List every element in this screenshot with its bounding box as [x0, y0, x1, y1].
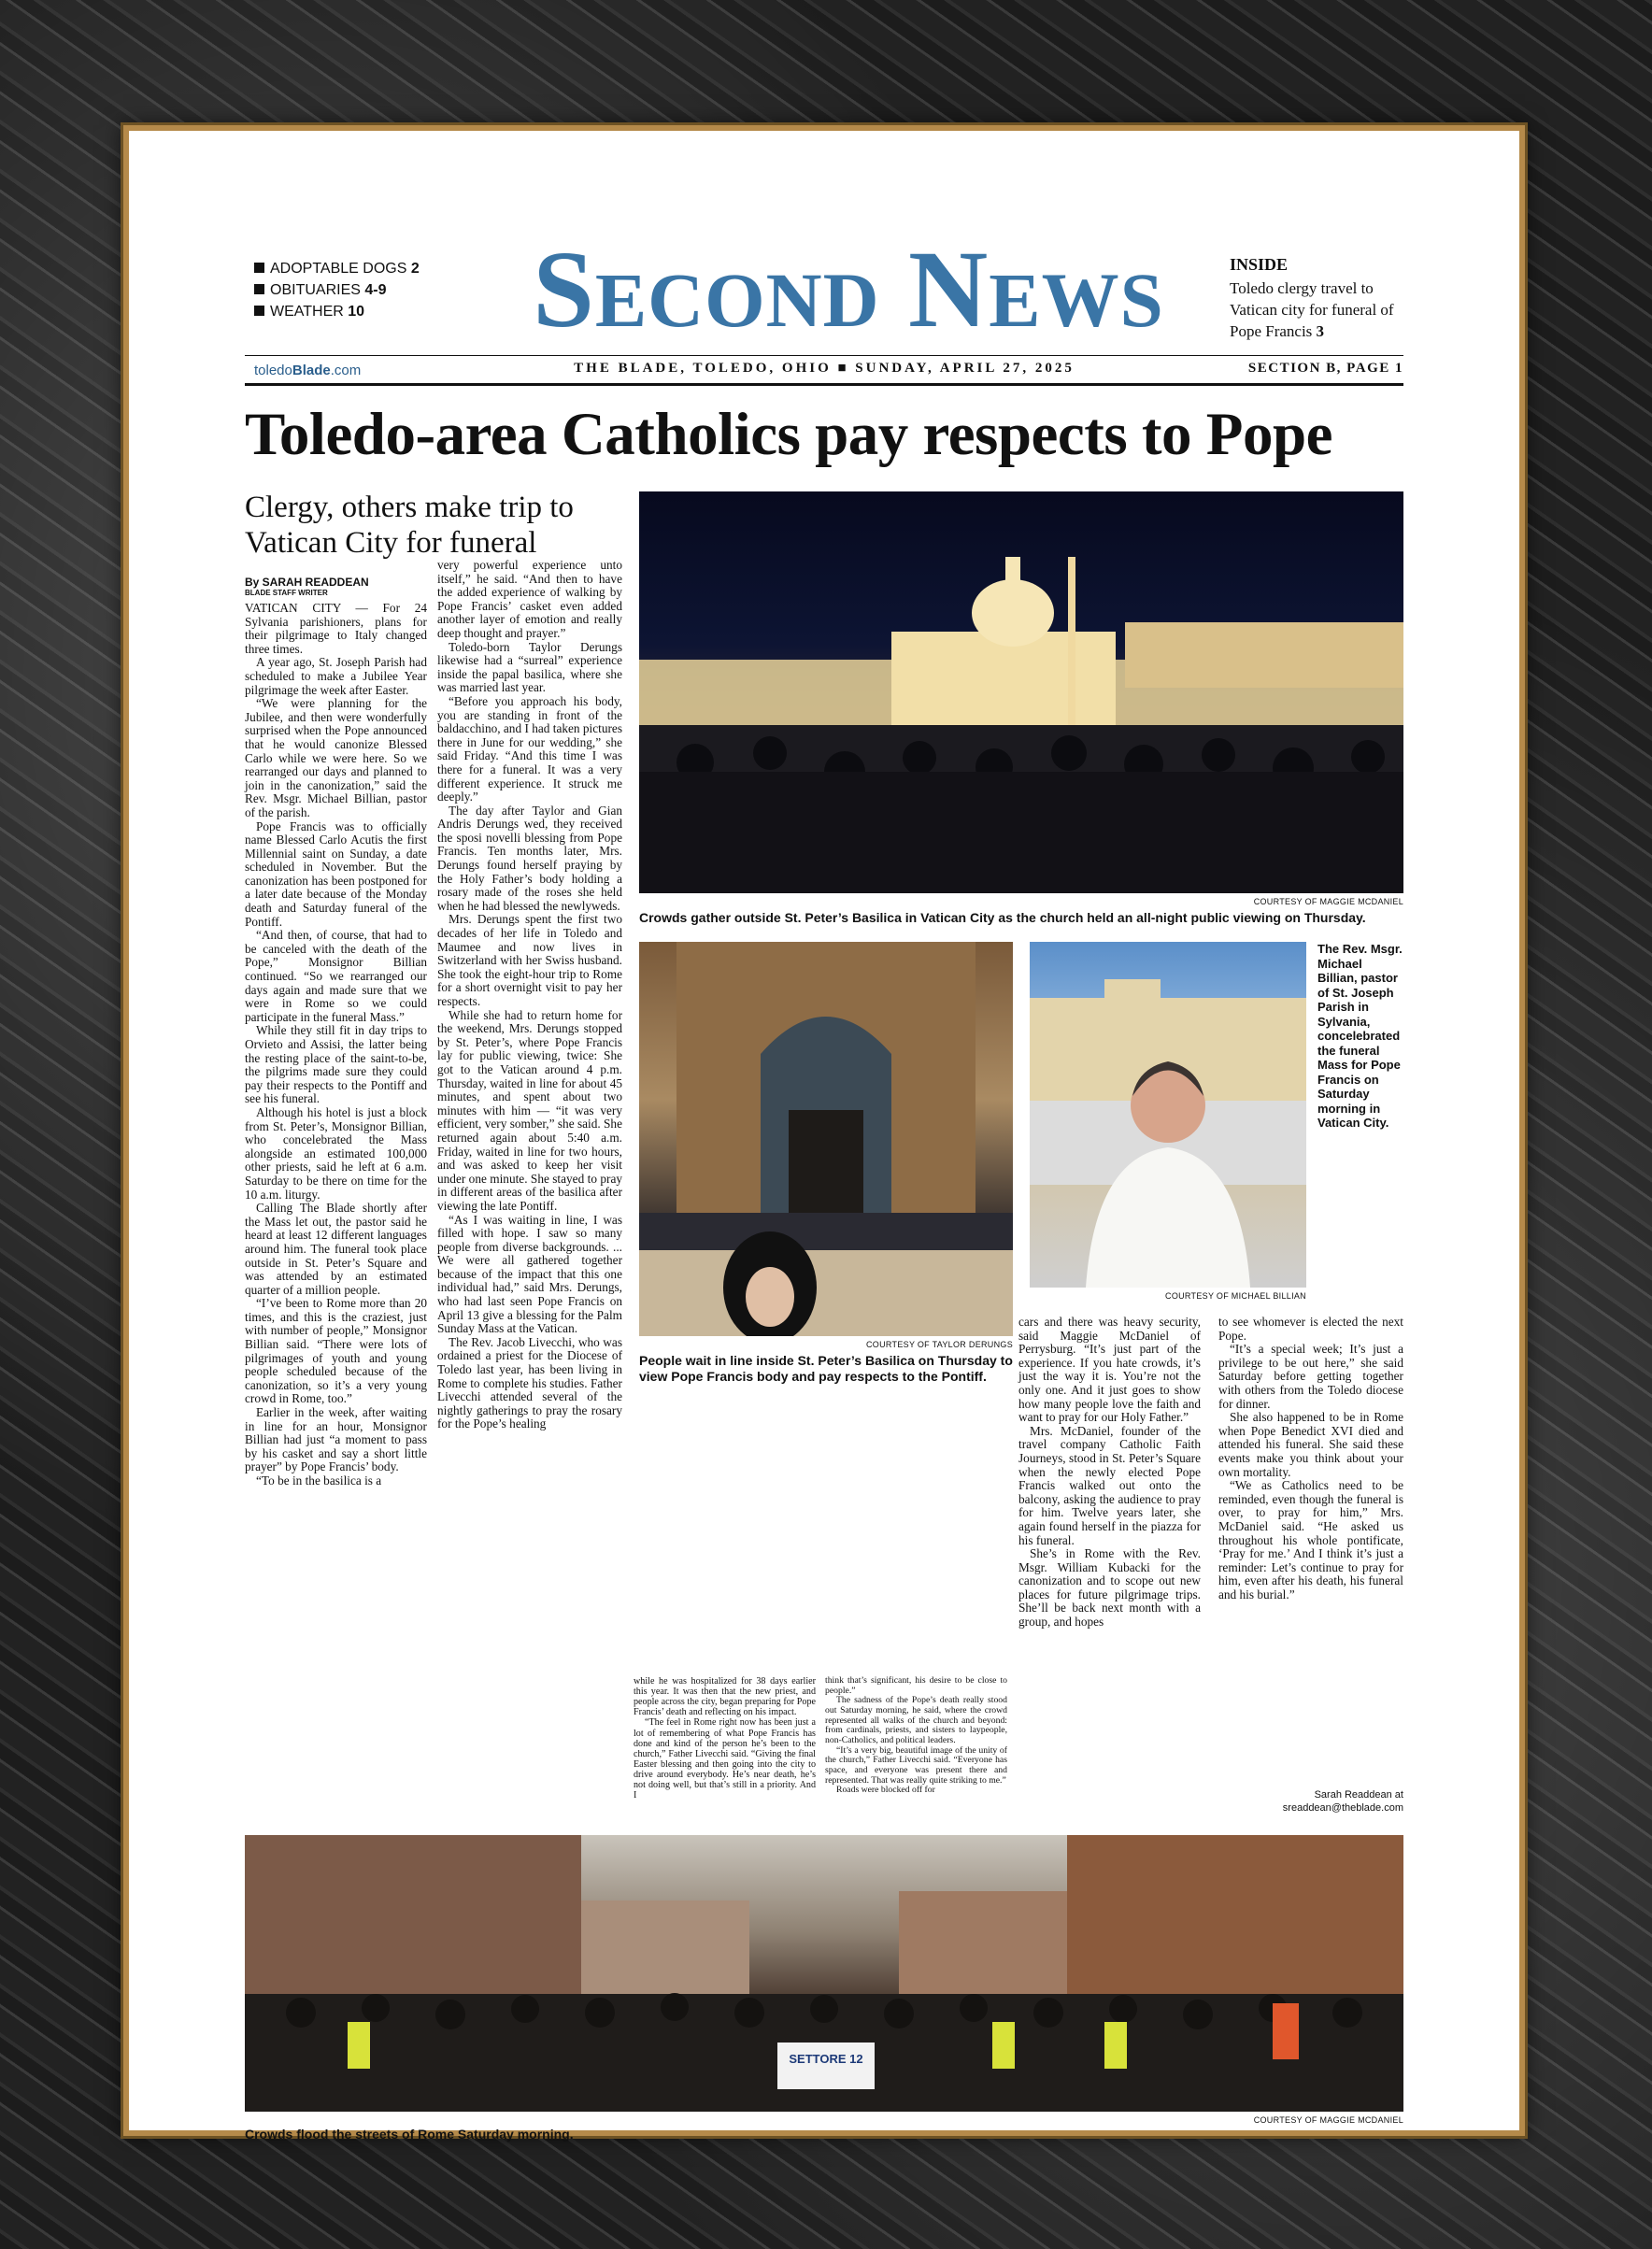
newspaper-page [123, 125, 1525, 2142]
photo-credit: COURTESY OF MICHAEL BILLIAN [1165, 1291, 1306, 1301]
article-paragraph: “And then, of course, that had to be canceled with the death of the Pope,” Monsignor Billian continued. “So we rearranged our days again and made sure that we were in Rome so we could participate in the funeral Mass.” [245, 928, 427, 1024]
index-item: ADOPTABLE DOGS 2 [254, 258, 420, 279]
article-paragraph: think that’s significant, his desire to be close to people.” [825, 1675, 1007, 1696]
article-paragraph: While they still fit in day trips to Orvieto and Assisi, the latter being the resting place of the saint-to-be, the pilgrims made sure they could pay their respects to the Pontiff and see his funeral. [245, 1023, 427, 1106]
priest-illustration [1030, 942, 1306, 1288]
photo-caption: Crowds flood the streets of Rome Saturday morning. [245, 2127, 574, 2142]
photo-credit: COURTESY OF MAGGIE MCDANIEL [1253, 2115, 1403, 2125]
article-paragraph: VATICAN CITY — For 24 Sylvania parishioners, plans for their pilgrimage to Italy changed three times. [245, 601, 427, 656]
photo-caption: People wait in line inside St. Peter’s Basilica on Thursday to view Pope Francis body and pay respects to the Pontiff. [639, 1353, 1013, 1384]
article-column-1 [245, 602, 427, 1803]
article-column-3 [634, 1676, 816, 1807]
article-paragraph: “Before you approach his body, you are standing in front of the baldacchino, and I had taken pictures there in June for our wedding,” she said Friday. “And this time I was there for a funeral. It was a very different experience. It struck me deeply.” [437, 693, 622, 804]
photo-credit: COURTESY OF TAYLOR DERUNGS [866, 1340, 1013, 1349]
article-column-6 [1218, 1316, 1403, 1783]
article-paragraph: Although his hotel is just a block from St. Peter’s, Monsignor Billian, who concelebrated the Mass alongside an estimated 100,000 other priests, said he left at 6 a.m. Saturday to be there on time for the 10 a.m. liturgy. [245, 1104, 427, 1202]
article-paragraph: While she had to return home for the weekend, Mrs. Derungs stopped by St. Peter’s, where Pope Francis lay for public viewing, twice: She got to the Vatican around 4 p.m. Thursday, waited in line for about 45 minutes, and spent about two minutes with him — “it was very efficient, very somber,” she said. She returned again about 5:40 a.m. Friday, waited in line for two hours, and was asked to keep her visit under one minute. She stayed to pray in different areas of the basilica after viewing the late Pontiff. [437, 1007, 622, 1213]
article-paragraph: Earlier in the week, after waiting in line for an hour, Monsignor Billian had just “a moment to pass by his casket and say a short little prayer” by Pope Francis’ body. [245, 1405, 427, 1474]
photo-basilica-interior [639, 942, 1013, 1336]
photo-st-peters-night [639, 491, 1403, 893]
inside-ear [1230, 254, 1417, 342]
index-item: WEATHER 10 [254, 301, 420, 322]
article-paragraph: “We as Catholics need to be reminded, even though the funeral is over, to pray for him,” Mrs. McDaniel said. “He asked us throughout his whole pontificate, ‘Pray for me.’ And I think it’s just a reminder: Let’s continue to pray for him, even after his death, his funeral and his burial.” [1218, 1478, 1403, 1601]
article-paragraph: “It’s a very big, beautiful image of the unity of the church,” Father Livecchi said. “Everyone has space, and everyone was present there and represented. That was really quite striking to me.” [825, 1744, 1007, 1786]
article-paragraph: “We were planning for the Jubilee, and then were wonderfully surprised when the Pope announced that he would canonize Blessed Carlo while we were here. So we rearranged our days and planned to join in the canonization,” said the Rev. Msgr. Michael Billian, pastor of the parish. [245, 696, 427, 819]
article-paragraph: cars and there was heavy security, said Maggie McDaniel of Perrysburg. “It’s just part of the experience. If you hate crowds, it’s just the way it is. You’re not the only one. And it just goes to show how many people love the faith and want to pray for our Holy Father.” [1018, 1315, 1201, 1425]
inside-title: INSIDE [1230, 255, 1289, 274]
article-paragraph: She also happened to be in Rome when Pope Benedict XVI died and attended his funeral. She said these events make you think about your own mortality. [1218, 1410, 1403, 1479]
article-paragraph: “I’ve been to Rome more than 20 times, and this is the craziest, just with number of people,” Monsignor Billian said. “There were lots of pilgrimages of youth and young people scheduled because of the canonization, so it’s a very young crowd in Rome, too.” [245, 1296, 427, 1406]
article-paragraph: Roads were blocked off for [836, 1785, 935, 1796]
article-paragraph: The sadness of the Pope’s death really stood out Saturday morning, he said, where the crowd represented all walks of the church and beyond: from cardinals, priests, and sisters to laypeople, non-Catholics, and political leaders. [825, 1695, 1007, 1746]
headline: Toledo-area Catholics pay respects to Pope [245, 401, 1332, 468]
street-crowd-illustration [245, 1835, 1403, 2112]
photo-msgr-billian [1030, 942, 1306, 1288]
article-column-5 [1018, 1316, 1201, 1805]
inside-text: Toledo clergy travel to Vatican city for funeral of Pope Francis [1230, 279, 1394, 340]
photo-credit: COURTESY OF MAGGIE MCDANIEL [1253, 897, 1403, 906]
byline: By SARAH READDEAN BLADE STAFF WRITER [245, 576, 369, 597]
article-paragraph: “The feel in Rome right now has been just a lot of remembering of what Pope Francis has done and kind of the person he’s been to the church,” Father Livecchi said. “Giving the final Easter blessing and then going into the city to drive around everybody. He’s near death, he’s not doing well, but that’s still in a priority. And I [634, 1717, 816, 1801]
article-paragraph: Mrs. Derungs spent the first two decades of her life in Toledo and Maumee and now lives in Switzerland with her Swiss husband. She took the eight-hour trip to Rome for a short overnight visit to pay her respects. [437, 912, 622, 1008]
photo-caption: Crowds gather outside St. Peter’s Basilica in Vatican City as the church held an all-night public viewing on Thursday. [639, 910, 1366, 925]
article-paragraph: very powerful experience unto itself,” he said. “And then to have the added experience of walking by Pope Francis’ casket even added another layer of emotion and really deep thought and prayer.” [437, 558, 622, 640]
article-paragraph: to see whomever is elected the next Pope. [1218, 1315, 1403, 1343]
article-paragraph: while he was hospitalized for 38 days earlier this year. It was then that the new priest, and people across the city, began preparing for Pope Francis’ death and reflecting on his impact. [634, 1676, 816, 1718]
article-paragraph: A year ago, St. Joseph Parish had scheduled to make a Jubilee Year pilgrimage the week after Easter. [245, 655, 427, 697]
settore-sign: SETTORE 12 [789, 2052, 863, 2066]
deck: Clergy, others make trip to Vatican City for funeral [245, 491, 574, 560]
section-label: SECTION B, PAGE 1 [1247, 361, 1403, 376]
article-column-4 [825, 1676, 1007, 1807]
basilica-night-illustration [639, 491, 1403, 893]
article-paragraph: The day after Taylor and Gian Andris Derungs wed, they received the sposi novelli blessing from Pope Francis. Ten months later, Mrs. Derungs found herself praying by the Holy Father’s body holding a rosary made of the roses she held when he had blessed the newlyweds. [437, 803, 622, 913]
article-paragraph: “As I was waiting in line, I was filled with hope. I saw so many people from diverse backgrounds. ... We were all gathered together because of the impact that this one individual had,” said Mrs. Derungs, who had last seen Pope Francis on April 13 give a blessing for the Palm Sunday Mass at the Vatican. [437, 1212, 622, 1336]
article-column-2 [437, 559, 622, 1803]
photo-rome-streets [245, 1835, 1403, 2112]
article-paragraph: Pope Francis was to officially name Blessed Carlo Acutis the first Millennial saint on Sunday, a date scheduled in November. But the canonization has been postponed for a later date because of the Monday death and Saturday funeral of the Pontiff. [245, 818, 427, 929]
article-paragraph: “It’s a special week; It’s just a privilege to be out here,” she said Saturday before getting together with others from the Toledo diocese for dinner. [1218, 1342, 1403, 1411]
basilica-interior-illustration [639, 942, 1013, 1336]
article-paragraph: “To be in the basilica is a [256, 1473, 382, 1487]
site-link[interactable]: toledoBlade.com [254, 363, 362, 378]
dateline: THE BLADE, TOLEDO, OHIO ■ SUNDAY, APRIL 27, 2025 [574, 361, 1075, 376]
article-paragraph: She’s in Rome with the Rev. Msgr. William Kubacki for the canonization and to scope out new places for future pilgrimage trips. She’ll be back next month with a group, and hopes [1018, 1546, 1201, 1630]
article-paragraph: Toledo-born Taylor Derungs likewise had a “surreal” experience inside the papal basilica, where she was married last year. [437, 639, 622, 695]
photo-caption: The Rev. Msgr. Michael Billian, pastor of St. Joseph Parish in Sylvania, concelebrated the funeral Mass for Pope Francis on Saturday morning in Vatican City. [1317, 942, 1403, 1130]
signoff: Sarah Readdean at sreaddean@theblade.com [1282, 1789, 1403, 1814]
article-paragraph: Calling The Blade shortly after the Mass let out, the pastor said he heard at least 12 different languages around him. The funeral took place outside in St. Peter’s Square and was attended by an estimated quarter of a million people. [245, 1201, 427, 1297]
article-paragraph: Mrs. McDaniel, founder of the travel company Catholic Faith Journeys, stood in St. Peter’s Square when the newly elected Pope Francis walked out onto the balcony, asking the audience to pray for him. Twelve years later, she again found herself in the piazza for his funeral. [1018, 1423, 1201, 1547]
index-item: OBITUARIES 4-9 [254, 279, 420, 301]
masthead: Second News [533, 228, 1164, 350]
index-ear [254, 258, 420, 322]
inside-page: 3 [1316, 322, 1325, 340]
article-paragraph: The Rev. Jacob Livecchi, who was ordained a priest for the Diocese of Toledo last year, has been living in Rome to complete his studies. Father Livecchi attended several of the nightly gatherings to pray the rosary for the Pope’s healing [437, 1334, 622, 1431]
